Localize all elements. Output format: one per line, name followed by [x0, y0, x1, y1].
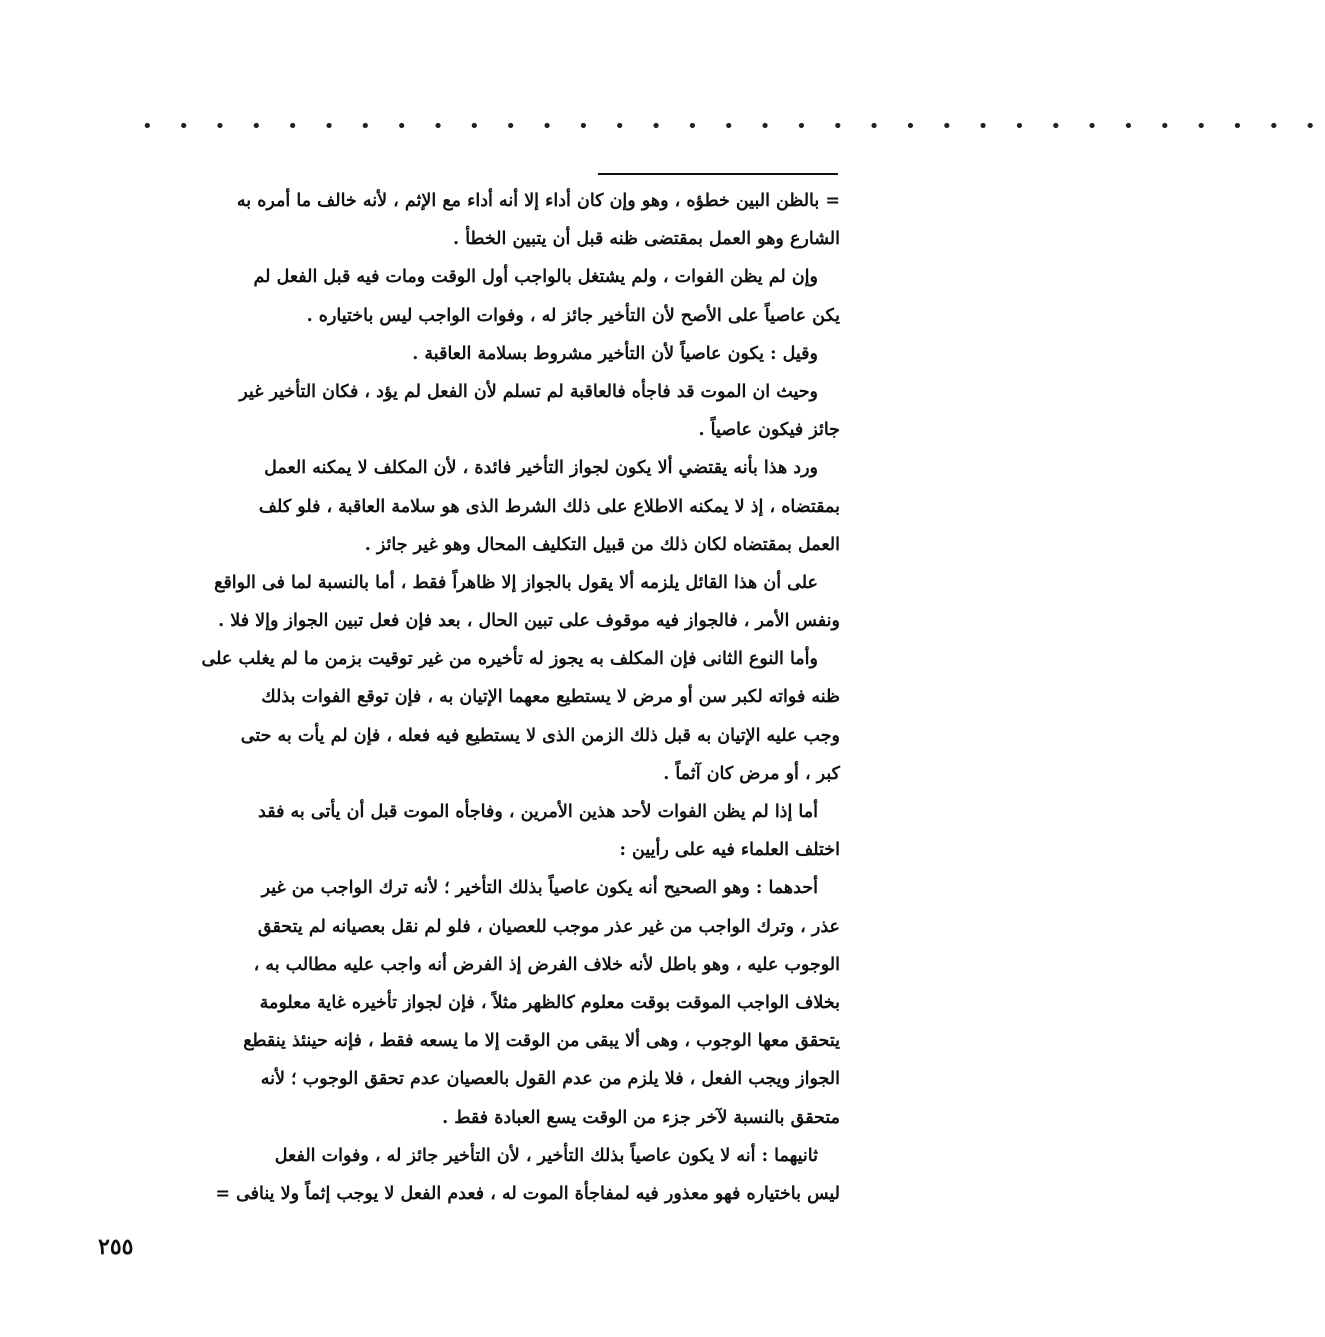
text-line: بخلاف الواجب الموقت بوقت معلوم كالظهر مثلاً ، فإن لجواز تأخيره غاية معلومة	[259, 992, 840, 1013]
text-line: بمقتضاه ، إذ لا يمكنه الاطلاع على ذلك الشرط الذى هو سلامة العاقبة ، فلو كلف	[258, 496, 840, 517]
text-line: اختلف العلماء فيه على رأيين :	[619, 840, 840, 861]
text-line: وإن لم يظن الفوات ، ولم يشتغل بالواجب أول الوقت ومات فيه قبل الفعل لم	[253, 267, 818, 288]
text-line: عذر ، وترك الواجب من غير عذر موجب للعصيان ، فلو لم نقل بعصيانه لم يتحقق	[257, 916, 840, 937]
dotted-separator: • • • • • • • • • • • • • • • • • • • • • • • • • • • • • • • • •	[142, 116, 1325, 137]
text-line: العمل بمقتضاه لكان ذلك من قبيل التكليف المحال وهو غير جائز .	[364, 534, 840, 555]
text-line: أما إذا لم يظن الفوات لأحد هذين الأمرين ، وفاجأه الموت قبل أن يأتى به فقد	[258, 802, 818, 822]
text-line: وأما النوع الثانى فإن المكلف به يجوز له تأخيره من غير توقيت بزمن ما لم يغلب على	[201, 649, 818, 670]
text-line: ليس باختياره فهو معذور فيه لمفاجأة الموت له ، فعدم الفعل لا يوجب إثماً ولا ينافى =	[215, 1183, 840, 1204]
text-line: على أن هذا القائل يلزمه ألا يقول بالجواز إلا ظاهراً فقط ، أما بالنسبة لما فى الواقع	[214, 572, 818, 593]
text-line: متحقق بالنسبة لآخر جزء من الوقت يسع العبادة فقط .	[442, 1107, 840, 1128]
body-text	[118, 182, 840, 1213]
text-line: وقيل : يكون عاصياً لأن التأخير مشروط بسلامة العاقبة .	[412, 343, 818, 364]
page-number: ٢٥٥	[98, 1234, 134, 1260]
text-line: ظنه فواته لكبر سن أو مرض لا يستطيع معهما الإتيان به ، فإن توقع الفوات بذلك	[261, 687, 840, 708]
text-line: الشارع وهو العمل بمقتضى ظنه قبل أن يتبين الخطأ .	[453, 229, 840, 250]
text-line: جائز فيكون عاصياً .	[698, 420, 840, 441]
text-line: يكن عاصياً على الأصح لأن التأخير جائز له ، وفوات الواجب ليس باختياره .	[306, 305, 840, 326]
footnote-rule	[598, 173, 838, 175]
text-line: الجواز ويجب الفعل ، فلا يلزم من عدم القول بالعصيان عدم تحقق الوجوب ؛ لأنه	[260, 1069, 840, 1090]
text-line: كبر ، أو مرض كان آثماً .	[663, 763, 840, 784]
text-line: = بالظن البين خطؤه ، وهو وإن كان أداء إلا أنه أداء مع الإثم ، لأنه خالف ما أمره به	[236, 191, 840, 211]
text-line: الوجوب عليه ، وهو باطل لأنه خلاف الفرض إذ الفرض أنه واجب عليه مطالب به ،	[253, 954, 840, 975]
text-line: ثانيهما : أنه لا يكون عاصياً بذلك التأخير ، لأن التأخير جائز له ، وفوات الفعل	[274, 1145, 818, 1166]
text-line: يتحقق معها الوجوب ، وهى ألا يبقى من الوقت إلا ما يسعه فقط ، فإنه حينئذ ينقطع	[243, 1031, 840, 1052]
text-line: ونفس الأمر ، فالجواز فيه موقوف على تبين الحال ، بعد فإن فعل تبين الجواز وإلا فلا .	[218, 611, 840, 632]
text-line: وجب عليه الإتيان به قبل ذلك الزمن الذى لا يستطيع فيه فعله ، فإن لم يأت به حتى	[240, 725, 840, 746]
text-line: أحدهما : وهو الصحيح أنه يكون عاصياً بذلك التأخير ؛ لأنه ترك الواجب من غير	[261, 878, 818, 899]
text-line: وحيث ان الموت قد فاجأه فالعاقبة لم تسلم لأن الفعل لم يؤد ، فكان التأخير غير	[239, 381, 818, 402]
text-line: ورد هذا بأنه يقتضي ألا يكون لجواز التأخير فائدة ، لأن المكلف لا يمكنه العمل	[264, 458, 818, 479]
